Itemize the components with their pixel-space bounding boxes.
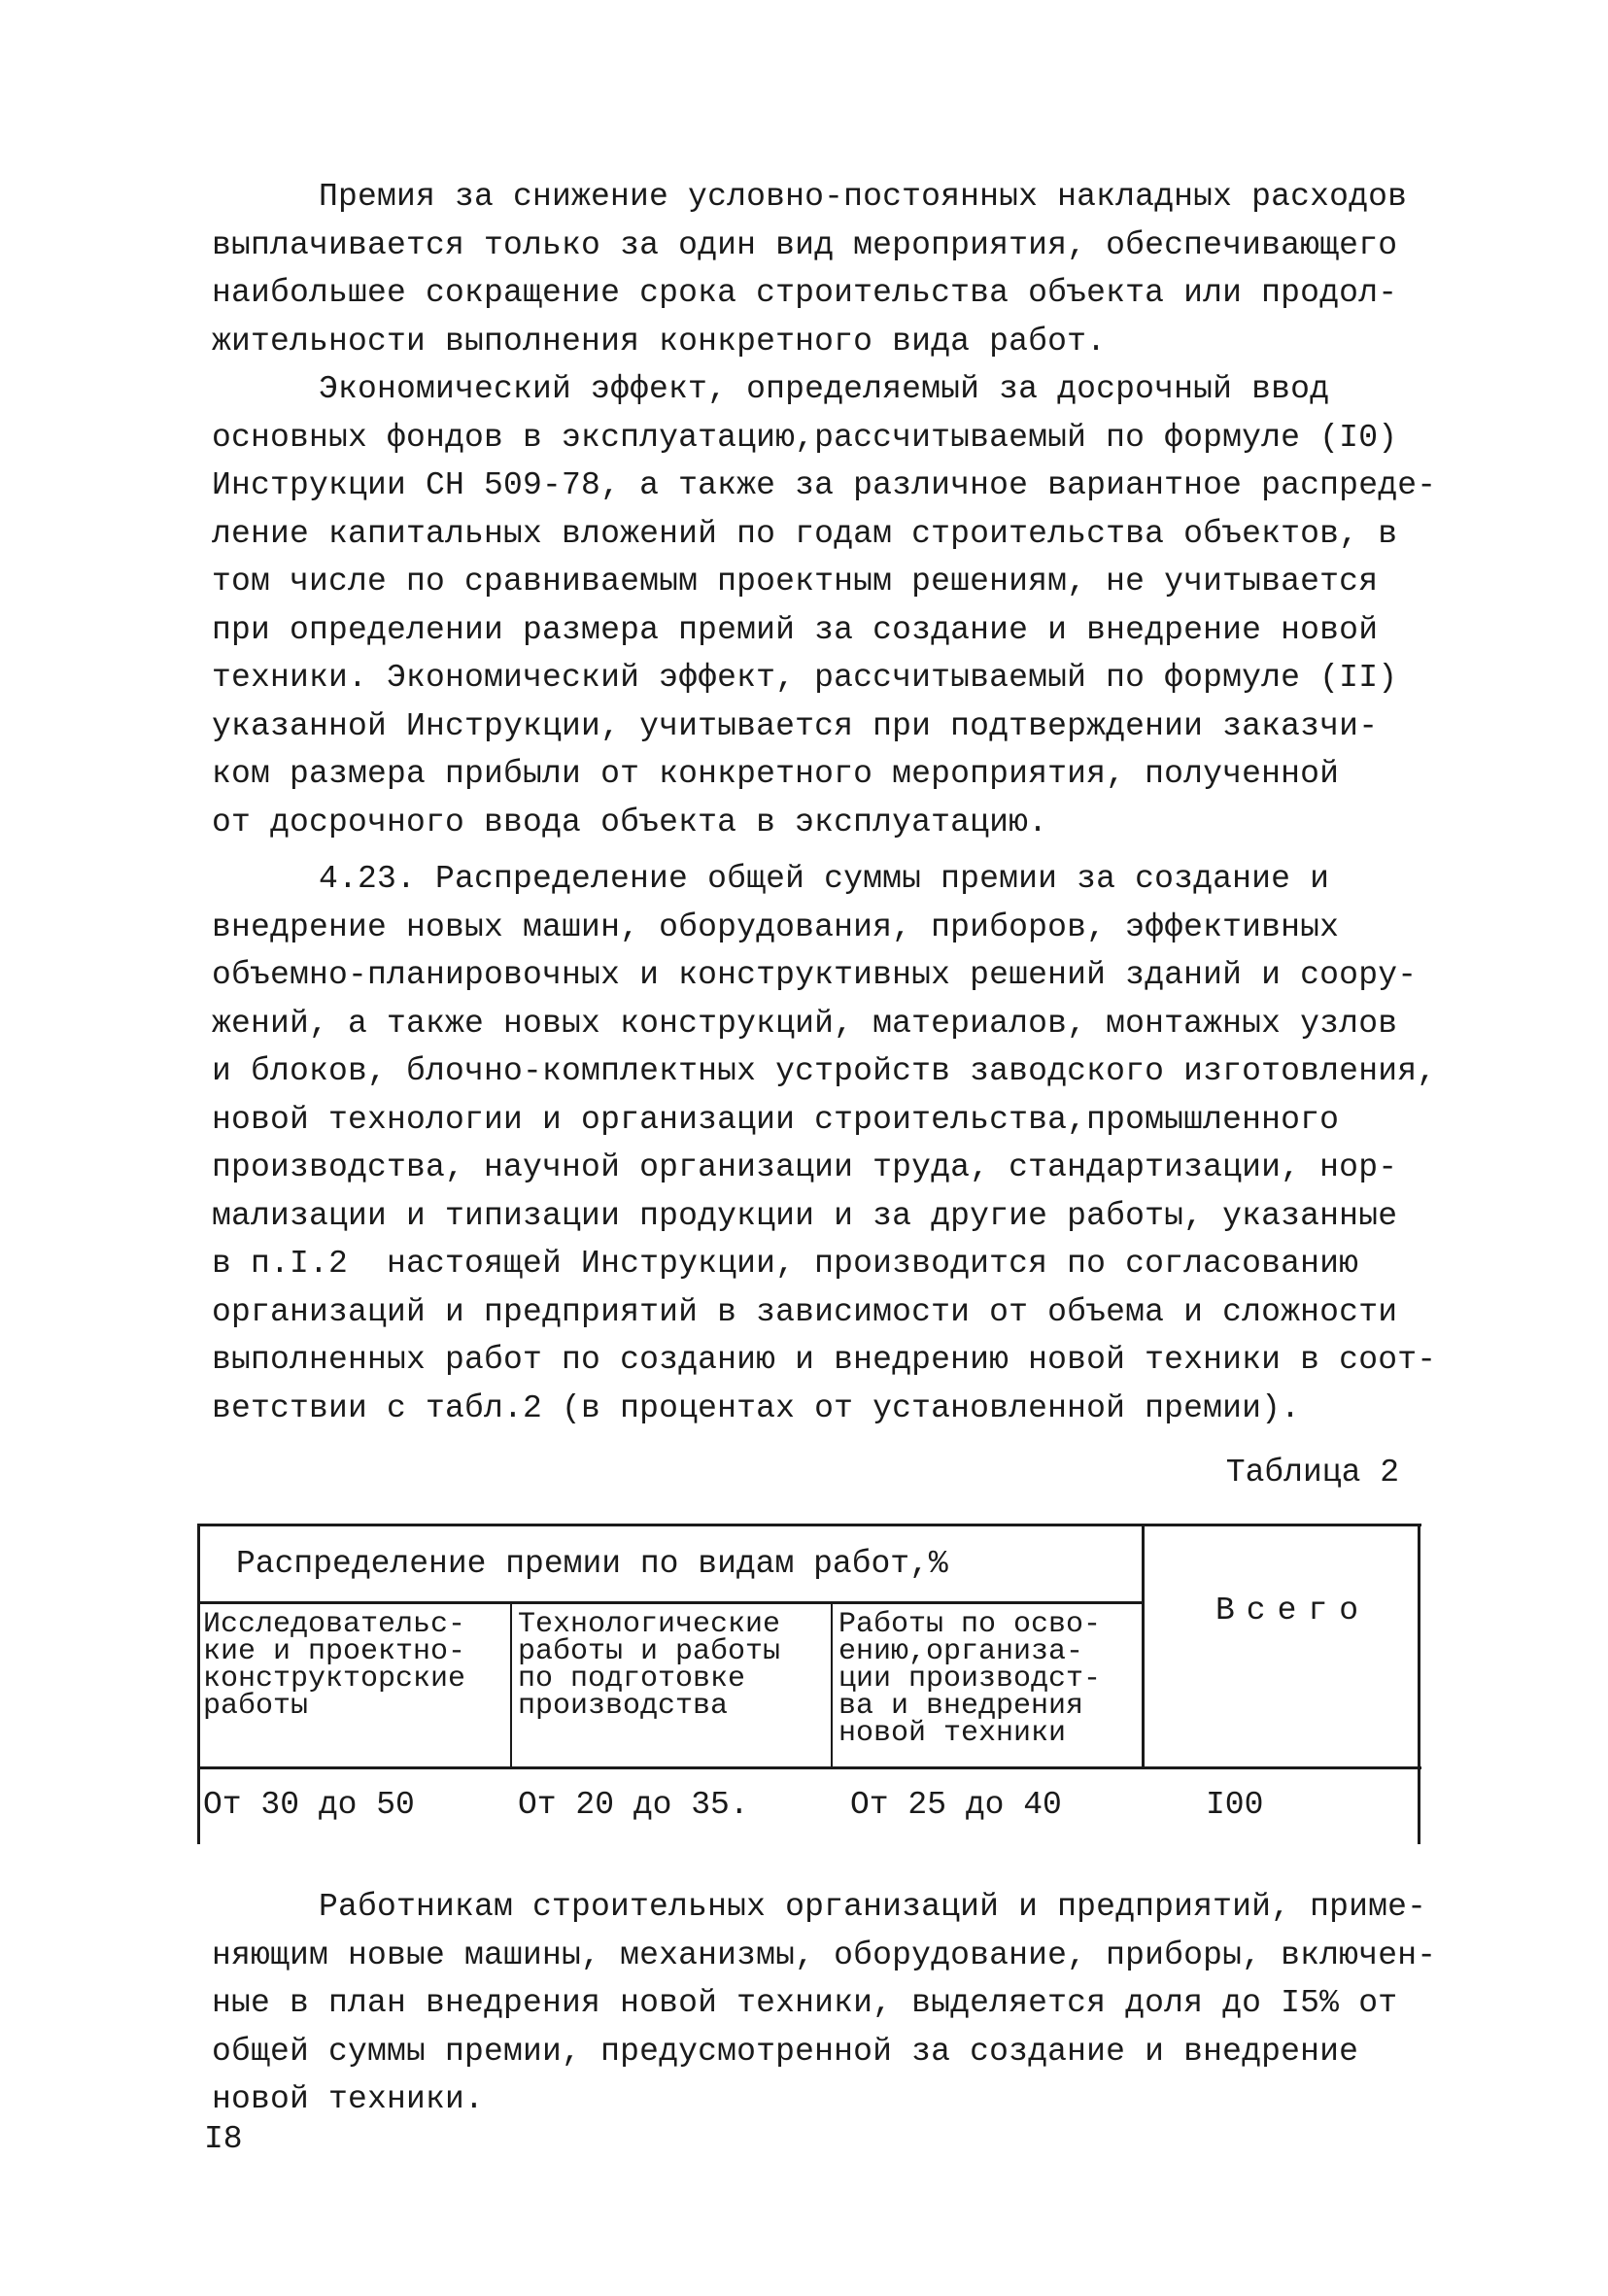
table-divider [510, 1601, 512, 1766]
text-line: от досрочного ввода объекта в эксплуатацию. [212, 804, 1048, 840]
paragraph-2 [212, 365, 1455, 846]
table-cell-implementation-value: От 25 до 40 [850, 1787, 1062, 1823]
text-line: техники. Экономический эффект, рассчитываемый по формуле (II) [212, 660, 1398, 696]
text-line: няющим новые машины, механизмы, оборудование, приборы, включен- [212, 1936, 1437, 1973]
paragraph-4 [212, 1883, 1455, 2124]
text-line: объемно-планировочных и конструктивных решений зданий и соору- [212, 957, 1418, 993]
table-caption: Таблица 2 [1225, 1455, 1399, 1491]
paragraph-3 [212, 855, 1455, 1432]
text-line: наибольшее сокращение срока строительства объекта или продол- [212, 275, 1398, 311]
table-subheader-implementation: Работы по осво- ению,организа- ции производст- ва и внедрения новой техники [838, 1608, 1102, 1750]
text-line: жительности выполнения конкретного вида работ. [212, 323, 1107, 360]
text-line: указанной Инструкции, учитывается при подтверждении заказчи- [212, 707, 1379, 744]
text-line: при определении размера премий за создание и внедрение новой [212, 611, 1379, 648]
text-line: Экономический эффект, определяемый за досрочный ввод [319, 371, 1330, 407]
text-line: ком размера прибыли от конкретного мероприятия, полученной [212, 756, 1340, 792]
table-border-left [197, 1524, 200, 1844]
table-cell-research-value: От 30 до 50 [203, 1787, 415, 1823]
text-line: и блоков, блочно-комплектных устройств заводского изготовления, [212, 1053, 1437, 1089]
page-number: I8 [204, 2121, 243, 2157]
text-line: в п.I.2 настоящей Инструкции, производится по согласованию [212, 1246, 1359, 1282]
text-line: Инструкции СН 509-78, а также за различное вариантное распреде- [212, 467, 1437, 503]
table-divider [1142, 1524, 1145, 1766]
table-border-top [197, 1524, 1421, 1526]
table-divider [197, 1766, 1421, 1769]
table-divider [197, 1601, 1142, 1604]
text-line: производства, научной организации труда, стандартизации, нор- [212, 1149, 1398, 1185]
text-line: новой технологии и организации строительства,промышленного [212, 1101, 1340, 1138]
text-line: ление капитальных вложений по годам строительства объектов, в [212, 515, 1398, 552]
table-border-right [1418, 1524, 1420, 1844]
table-cell-total-value: I00 [1206, 1787, 1264, 1823]
text-line: общей суммы премии, предусмотренной за создание и внедрение [212, 2033, 1359, 2070]
text-line: Премия за снижение условно-постоянных накладных расходов [319, 179, 1408, 215]
text-line: мализации и типизации продукции и за другие работы, указанные [212, 1197, 1398, 1234]
table-cell-technology-value: От 20 до 35. [518, 1787, 749, 1823]
text-line: организаций и предприятий в зависимости от объема и сложности [212, 1293, 1398, 1330]
table-divider [831, 1601, 833, 1766]
text-line: внедрение новых машин, оборудования, приборов, эффективных [212, 908, 1340, 945]
text-line: выполненных работ по созданию и внедрению новой техники в соот- [212, 1342, 1437, 1378]
text-line: основных фондов в эксплуатацию,рассчитываемый по формуле (I0) [212, 419, 1398, 456]
text-line: 4.23. Распределение общей суммы премии за создание и [319, 861, 1330, 897]
text-line: ветствии с табл.2 (в процентах от установленной премии). [212, 1389, 1301, 1426]
table-header-total: Всего [1215, 1593, 1371, 1628]
text-line: новой техники. [212, 2081, 485, 2117]
table-header-distribution: Распределение премии по видам работ,% [236, 1546, 948, 1582]
text-line: выплачивается только за один вид мероприятия, обеспечивающего [212, 226, 1398, 263]
paragraph-1 [212, 173, 1455, 365]
text-line: ные в план внедрения новой техники, выделяется доля до I5% от [212, 1985, 1398, 2021]
text-line: жений, а также новых конструкций, материалов, монтажных узлов [212, 1005, 1398, 1042]
table-subheader-technology: Технологические работы и работы по подготовке производства [518, 1608, 781, 1723]
table-subheader-research: Исследовательс- кие и проектно- конструкторские работы [203, 1608, 466, 1723]
text-line: том числе по сравниваемым проектным решениям, не учитывается [212, 564, 1379, 600]
premium-distribution-table [197, 1524, 1421, 1844]
text-line: Работникам строительных организаций и предприятий, приме- [319, 1889, 1427, 1925]
